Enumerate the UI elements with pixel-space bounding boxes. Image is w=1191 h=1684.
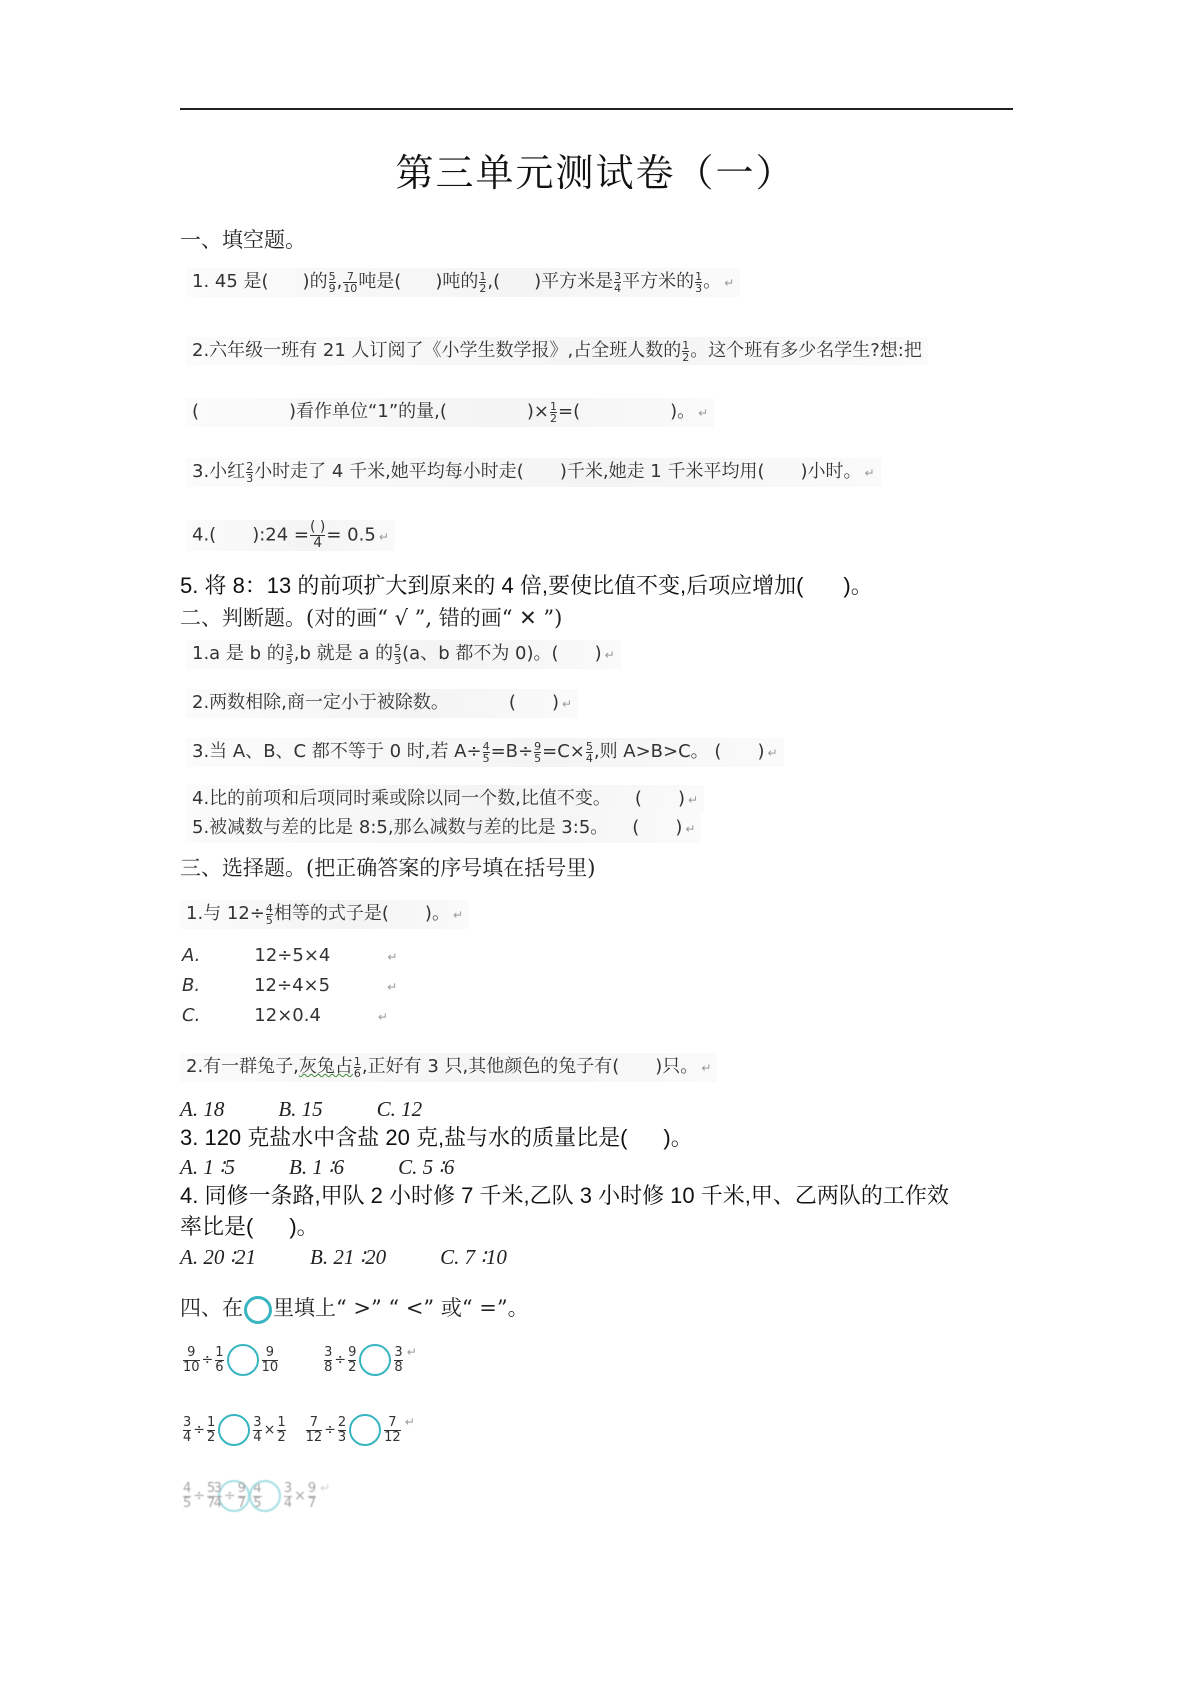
return-mark-icon: ↵ <box>378 529 389 544</box>
s1-question-1: 1. 45 是( )的 $\frac{5}{9}$ , $\frac{7}{10}$ 吨是( )吨的 $\frac{1}{2}$ ,( )平方米是 $\frac{3}{4}$ 平方米的 $\frac{1}{3}$ 。 ↵ <box>186 268 740 297</box>
return-mark-icon: ↵ <box>387 950 398 964</box>
fraction: $\frac{1}{2}$ <box>207 1414 216 1445</box>
s3-q2-option-b[interactable]: B. 15 <box>278 1097 323 1121</box>
comparison-row <box>182 1344 417 1376</box>
s3-question-2: 2.有一群兔子,灰兔占 $\frac{1}{6}$ ,正好有 3 只,其他颜色的兔子有( )只。 ↵ <box>180 1053 717 1082</box>
s3-q4-option-b[interactable]: B. 21 ∶20 <box>310 1245 387 1269</box>
fraction: $\frac{9}{10}$ <box>261 1344 279 1375</box>
return-mark-icon: ↵ <box>452 908 464 922</box>
answer-circle[interactable] <box>227 1344 259 1376</box>
return-mark-icon: ↵ <box>387 980 398 994</box>
fraction: $\frac{7}{12}$ <box>305 1414 323 1445</box>
fraction: $\frac{1}{2}$ <box>550 399 558 425</box>
s3-q2-options <box>180 1097 476 1122</box>
s3-q2-option-a[interactable]: A. 18 <box>180 1097 225 1121</box>
s1-question-5: 5. 将 8：13 的前项扩大到原来的 4 倍,要使比值不变,后项应增加( )。 <box>180 573 873 598</box>
comparison-item <box>305 1414 402 1446</box>
comparison-item <box>182 1344 279 1376</box>
fraction: $\frac{3}{4}$ <box>213 1480 222 1511</box>
fraction: $\frac{1}{3}$ <box>695 269 703 295</box>
answer-circle[interactable] <box>249 1480 281 1512</box>
s3-q4-option-a[interactable]: A. 20 ∶21 <box>180 1245 257 1269</box>
s3-question-4-line-2: 率比是( )。 <box>180 1214 319 1239</box>
return-mark-icon: ↵ <box>701 1061 712 1075</box>
return-mark-icon: ↵ <box>406 1344 417 1359</box>
operator: ÷ <box>223 1488 236 1504</box>
fraction: $\frac{7}{10}$ <box>343 269 358 295</box>
comparison-row <box>182 1414 415 1446</box>
fraction: $\frac{5}{4}$ <box>585 739 593 765</box>
answer-circle[interactable] <box>218 1414 250 1446</box>
section-3-heading: 三、选择题。(把正确答案的序号填在括号里) <box>180 856 596 880</box>
s2-question-5: 5.被减数与差的比是 8:5,那么减数与差的比是 3:5。 ( ) ↵ <box>186 814 701 843</box>
fraction: $\frac{9}{7}$ <box>237 1480 246 1511</box>
comparison-item <box>213 1480 318 1512</box>
return-mark-icon: ↵ <box>698 406 709 420</box>
section-1-heading: 一、填空题。 <box>180 228 306 252</box>
s3-q3-options <box>180 1155 508 1180</box>
fraction: $\frac{1}{2}$ <box>277 1414 286 1445</box>
return-mark-icon: ↵ <box>320 1480 331 1495</box>
fraction: $\frac{3}{8}$ <box>324 1344 333 1375</box>
s3-question-1: 1.与 12÷ $\frac{4}{5}$ 相等的式子是( )。 ↵ <box>180 900 469 929</box>
fraction: $\frac{3}{4}$ <box>283 1480 293 1511</box>
fraction: $\frac{2}{3}$ <box>337 1414 347 1445</box>
s2-question-3: 3.当 A、B、C 都不等于 0 时,若 A÷ $\frac{4}{5}$ =B÷ $\frac{9}{5}$ =C× $\frac{5}{4}$ ,则 A>B>C。 ( ) ↵ <box>186 738 784 767</box>
s1-question-3: 3.小红 $\frac{2}{3}$ 小时走了 4 千米,她平均每小时走( )千米,她走 1 千米平均用( )小时。 ↵ <box>186 458 881 487</box>
return-mark-icon: ↵ <box>561 697 573 711</box>
s3-q2-option-c[interactable]: C. 12 <box>376 1097 423 1121</box>
s2-question-1: 1.a 是 b 的 $\frac{3}{5}$ ,b 就是 a 的 $\frac{5}{3}$ (a、b 都不为 0)。( ) ↵ <box>186 640 621 669</box>
fraction: $\frac{9}{2}$ <box>348 1344 357 1375</box>
s1-question-2-line-2: ( )看作单位“1”的量,( )× $\frac{1}{2}$ =( )。 ↵ <box>186 398 714 427</box>
fraction: $\frac{3}{5}$ <box>285 641 293 667</box>
text: 1. 45 是( <box>192 271 269 292</box>
operator: × <box>263 1422 276 1438</box>
s3-question-4-line-1: 4. 同修一条路,甲队 2 小时修 7 千米,乙队 3 小时修 10 千米,甲、乙两队的工作效 <box>180 1183 949 1208</box>
fraction: $\frac{4}{5}$ <box>183 1480 192 1511</box>
s3-question-3: 3. 120 克盐水中含盐 20 克,盐与水的质量比是( )。 <box>180 1125 693 1150</box>
s3-q1-option-a[interactable]: A. 12÷5×4 ↵ <box>182 945 398 966</box>
operator: × <box>294 1488 306 1504</box>
fraction: $\frac{3}{4}$ <box>183 1414 192 1445</box>
answer-circle[interactable] <box>359 1344 391 1376</box>
fraction: $\frac{5}{3}$ <box>394 641 402 667</box>
section-4-heading: 四、在 里填上“ >” “ <” 或“ =”。 <box>180 1292 529 1324</box>
s1-question-4: 4.( ):24 = $\frac{( )}{4}$ = 0.5 ↵ <box>186 520 395 551</box>
spellcheck-underline-text: 灰兔占 <box>298 1056 353 1077</box>
page-title: 第三单元测试卷（一） <box>395 151 796 195</box>
comparison-item <box>323 1344 404 1376</box>
return-mark-icon: ↵ <box>864 466 875 480</box>
return-mark-icon: ↵ <box>724 276 735 290</box>
s3-q3-option-b[interactable]: B. 1 ∶6 <box>289 1155 345 1179</box>
s3-q1-option-c[interactable]: C. 12×0.4 ↵ <box>182 1005 388 1026</box>
s2-question-2: 2.两数相除,商一定小于被除数。 ( ) ↵ <box>186 689 578 718</box>
fraction: $\frac{4}{5}$ <box>253 1480 262 1511</box>
return-mark-icon: ↵ <box>685 822 696 836</box>
operator: ÷ <box>193 1422 206 1438</box>
fraction: $\frac{3}{4}$ <box>614 269 622 295</box>
operator: ÷ <box>201 1352 214 1368</box>
operator: ÷ <box>334 1352 347 1368</box>
fraction: $\frac{1}{6}$ <box>215 1344 224 1375</box>
return-mark-icon: ↵ <box>767 746 778 760</box>
fraction: $\frac{3}{8}$ <box>394 1344 403 1375</box>
s3-q3-option-a[interactable]: A. 1 ∶5 <box>180 1155 236 1179</box>
circle-icon <box>244 1296 272 1324</box>
section-2-heading: 二、判断题。(对的画“ √ ”, 错的画“ ✕ ”) <box>180 606 563 630</box>
fraction: $\frac{( )}{4}$ <box>310 519 326 551</box>
operator: ÷ <box>193 1488 206 1504</box>
operator: ÷ <box>324 1422 336 1438</box>
fraction: $\frac{9}{7}$ <box>307 1480 317 1511</box>
return-mark-icon: ↵ <box>687 793 699 807</box>
fraction: $\frac{2}{3}$ <box>246 459 254 485</box>
fraction: $\frac{3}{4}$ <box>253 1414 262 1445</box>
s2-question-4: 4.比的前项和后项同时乘或除以同一个数,比值不变。 ( ) ↵ <box>186 785 704 814</box>
fraction: $\frac{4}{5}$ <box>482 739 490 765</box>
answer-circle[interactable] <box>349 1414 381 1446</box>
return-mark-icon: ↵ <box>604 648 615 662</box>
fraction: $\frac{1}{2}$ <box>479 269 487 295</box>
fraction: $\frac{9}{10}$ <box>183 1344 200 1375</box>
s3-q3-option-c[interactable]: C. 5 ∶6 <box>398 1155 455 1179</box>
fraction: $\frac{1}{6}$ <box>353 1054 361 1080</box>
s3-q1-option-b[interactable]: B. 12÷4×5 ↵ <box>182 975 398 996</box>
fraction: $\frac{9}{5}$ <box>534 739 542 765</box>
fraction: $\frac{5}{7}$ <box>207 1480 216 1511</box>
fraction: $\frac{7}{12}$ <box>384 1414 401 1445</box>
return-mark-icon: ↵ <box>377 1010 388 1024</box>
s3-q4-option-c[interactable]: C. 7 ∶10 <box>440 1245 507 1269</box>
header-rule <box>180 108 1013 110</box>
text: )的 <box>302 271 328 292</box>
comparison-row <box>182 1480 330 1512</box>
return-mark-icon: ↵ <box>404 1414 415 1429</box>
fraction: $\frac{4}{5}$ <box>265 901 273 927</box>
comparison-item <box>182 1414 287 1446</box>
s3-q4-options <box>180 1245 561 1270</box>
s1-question-2-line-1: 2.六年级一班有 21 人订阅了《小学生数学报》,占全班人数的 $\frac{1}{2}$ 。这个班有多少名学生?想:把 <box>186 337 928 365</box>
fraction: $\frac{5}{9}$ <box>328 269 336 295</box>
fraction: $\frac{1}{2}$ <box>682 338 690 364</box>
